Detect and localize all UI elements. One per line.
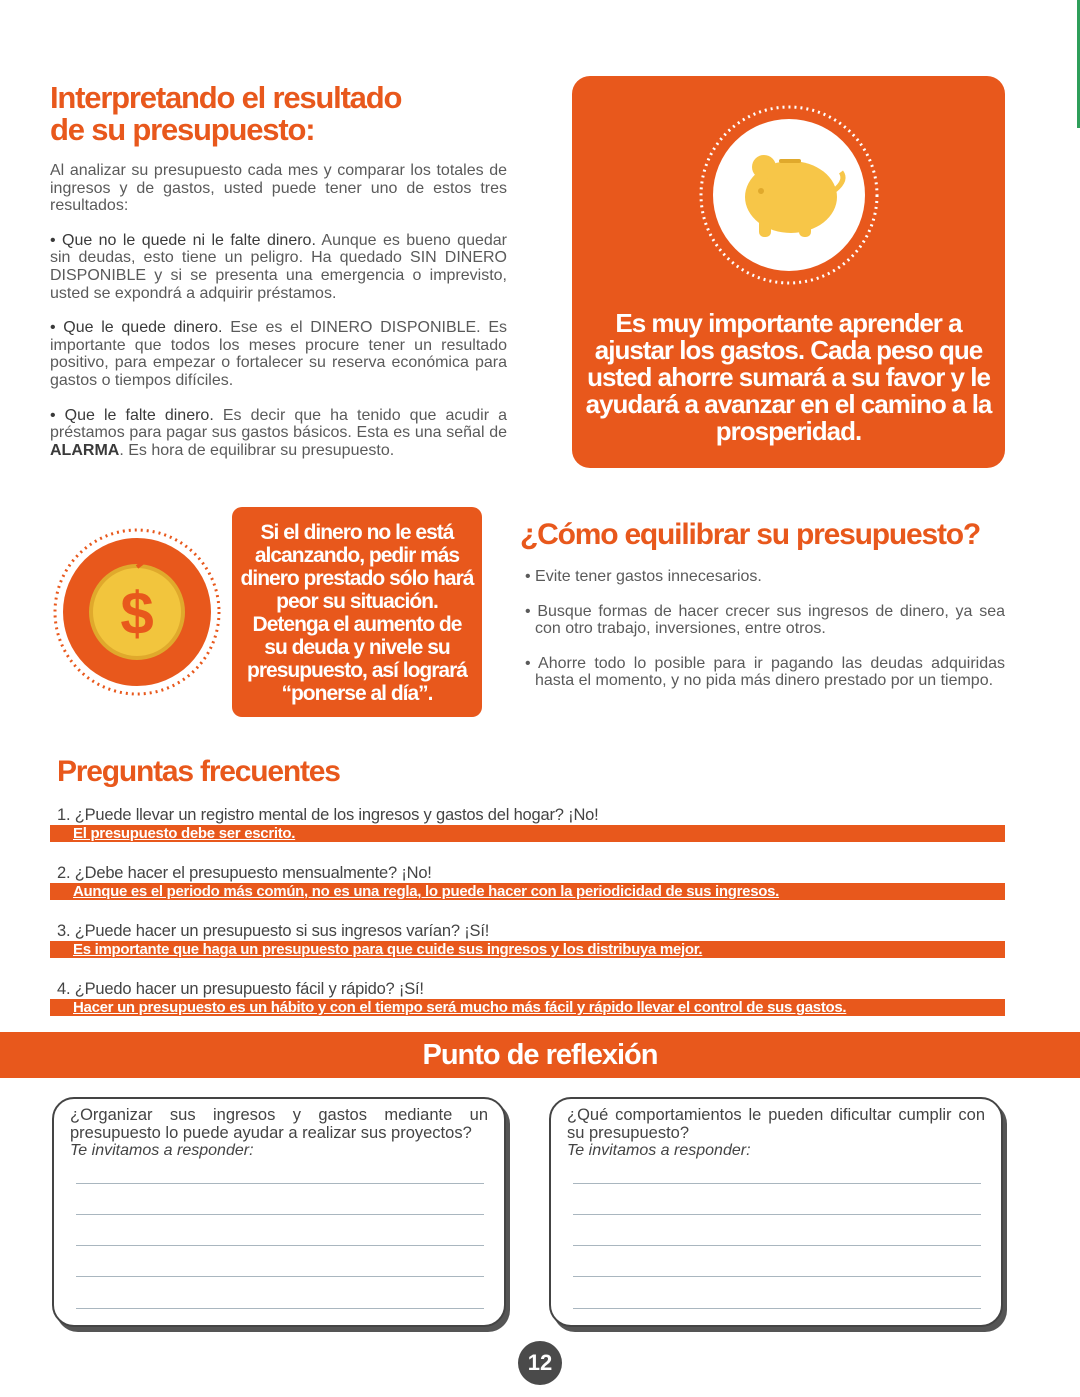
item-text: Aunque es bueno quedar sin deudas, esto tiene un peligro. Ha quedado SIN DINERO DISPONIBLE y si se presenta una emergencia o imprevisto, usted se expondrá a adquirir préstamos. [50, 231, 507, 302]
card-question: ¿Organizar sus ingresos y gastos mediante un presupuesto lo puede ayudar a realizar sus proyectos? [70, 1106, 488, 1142]
debt-box [232, 507, 482, 717]
balance-bullet: • Busque formas de hacer crecer sus ingresos de dinero, ya sea con otro trabajo, inversiones, entre otros. [525, 602, 1005, 638]
answer-line[interactable] [573, 1245, 981, 1246]
faq-title: Preguntas frecuentes [57, 755, 340, 788]
debt-text: Si el dinero no le está alcanzando, pedir más dinero prestado sólo hará peor su situación. Detenga el aumento de su deuda y nivele su presupuesto, así logrará “ponerse al día”. [240, 521, 474, 705]
result-item [50, 407, 507, 460]
card-prompt: Te invitamos a responder: [70, 1142, 254, 1159]
balance-bullet: • Ahorre todo lo posible para ir pagando las deudas adquiridas hasta el momento, y no pida más dinero prestado por un tiempo. [525, 654, 1005, 690]
answer-line[interactable] [573, 1308, 981, 1309]
savings-box [572, 76, 1005, 468]
answer-line[interactable] [573, 1214, 981, 1215]
dollar-coin-icon [52, 527, 222, 697]
section-title [50, 82, 401, 146]
balance-list [525, 568, 1005, 707]
faq-question: 2. ¿Debe hacer el presupuesto mensualmente? ¡No! [57, 864, 432, 882]
item-text: Es decir que ha tenido que acudir a préstamos para pagar sus gastos básicos. Esta es una señal de [50, 406, 508, 442]
result-item [50, 319, 507, 389]
intro-paragraph: Al analizar su presupuesto cada mes y comparar los totales de ingresos y de gastos, usted puede tener uno de estos tres resultados: [50, 162, 507, 215]
title-line-1: Interpretando el resultado [50, 80, 402, 115]
faq-answer: Hacer un presupuesto es un hábito y con el tiempo será mucho más fácil y rápido llevar el control de sus gastos. [50, 999, 1005, 1016]
faq-question: 4. ¿Puedo hacer un presupuesto fácil y rápido? ¡Sí! [57, 980, 424, 998]
faq-item [50, 806, 1005, 842]
reflection-title: Punto de reflexión [422, 1039, 658, 1071]
balance-bullet: • Evite tener gastos innecesarios. [525, 568, 762, 585]
item-lead: • Que no le quede ni le falte dinero. [50, 231, 316, 249]
reflection-banner [0, 1032, 1080, 1078]
savings-text: Es muy importante aprender a ajustar los gastos. Cada peso que usted ahorre sumará a su favor y le ayudará a avanzar en el camino a la prosperidad. [585, 308, 992, 446]
card-prompt: Te invitamos a responder: [567, 1142, 751, 1159]
item-lead: • Que le quede dinero. [50, 319, 223, 337]
item-text: Ese es el DINERO DISPONIBLE. Es importante que todos los meses procure tener un resultado positivo, para empezar o fortalecer su reserva económica para gastos o tiempos difíciles. [50, 319, 508, 389]
answer-line[interactable] [76, 1183, 484, 1184]
faq-item [50, 980, 1005, 1016]
title-line-2: de su presupuesto: [50, 112, 315, 147]
faq-answer: Aunque es el periodo más común, no es una regla, lo puede hacer con la periodicidad de sus ingresos. [50, 883, 1005, 900]
result-text [50, 162, 507, 476]
faq-answer: El presupuesto debe ser escrito. [50, 825, 1005, 842]
answer-line[interactable] [573, 1183, 981, 1184]
page-number [518, 1341, 562, 1385]
card-question: ¿Qué comportamientos le pueden dificultar cumplir con su presupuesto? [567, 1106, 985, 1142]
svg-text:$: $ [120, 580, 154, 647]
answer-line[interactable] [76, 1276, 484, 1277]
faq-answer: Es importante que haga un presupuesto para que cuide sus ingresos y los distribuya mejor. [50, 941, 1005, 958]
answer-line[interactable] [76, 1245, 484, 1246]
faq-item [50, 922, 1005, 958]
result-item [50, 232, 507, 302]
faq-question: 3. ¿Puede hacer un presupuesto si sus ingresos varían? ¡Sí! [57, 922, 490, 940]
item-lead: • Que le falte dinero. [50, 406, 214, 424]
faq-item [50, 864, 1005, 900]
reflection-card [52, 1097, 506, 1327]
balance-title: ¿Cómo equilibrar su presupuesto? [520, 518, 980, 551]
item-tail: . Es hora de equilibrar su presupuesto. [119, 441, 395, 459]
answer-line[interactable] [573, 1276, 981, 1277]
reflection-card [549, 1097, 1003, 1327]
answer-line[interactable] [76, 1308, 484, 1309]
answer-line[interactable] [76, 1214, 484, 1215]
faq-question: 1. ¿Puede llevar un registro mental de los ingresos y gastos del hogar? ¡No! [57, 806, 599, 824]
page-number-text: 12 [527, 1350, 553, 1375]
piggy-bank-icon [699, 105, 879, 285]
alarm-word: ALARMA [50, 441, 120, 459]
